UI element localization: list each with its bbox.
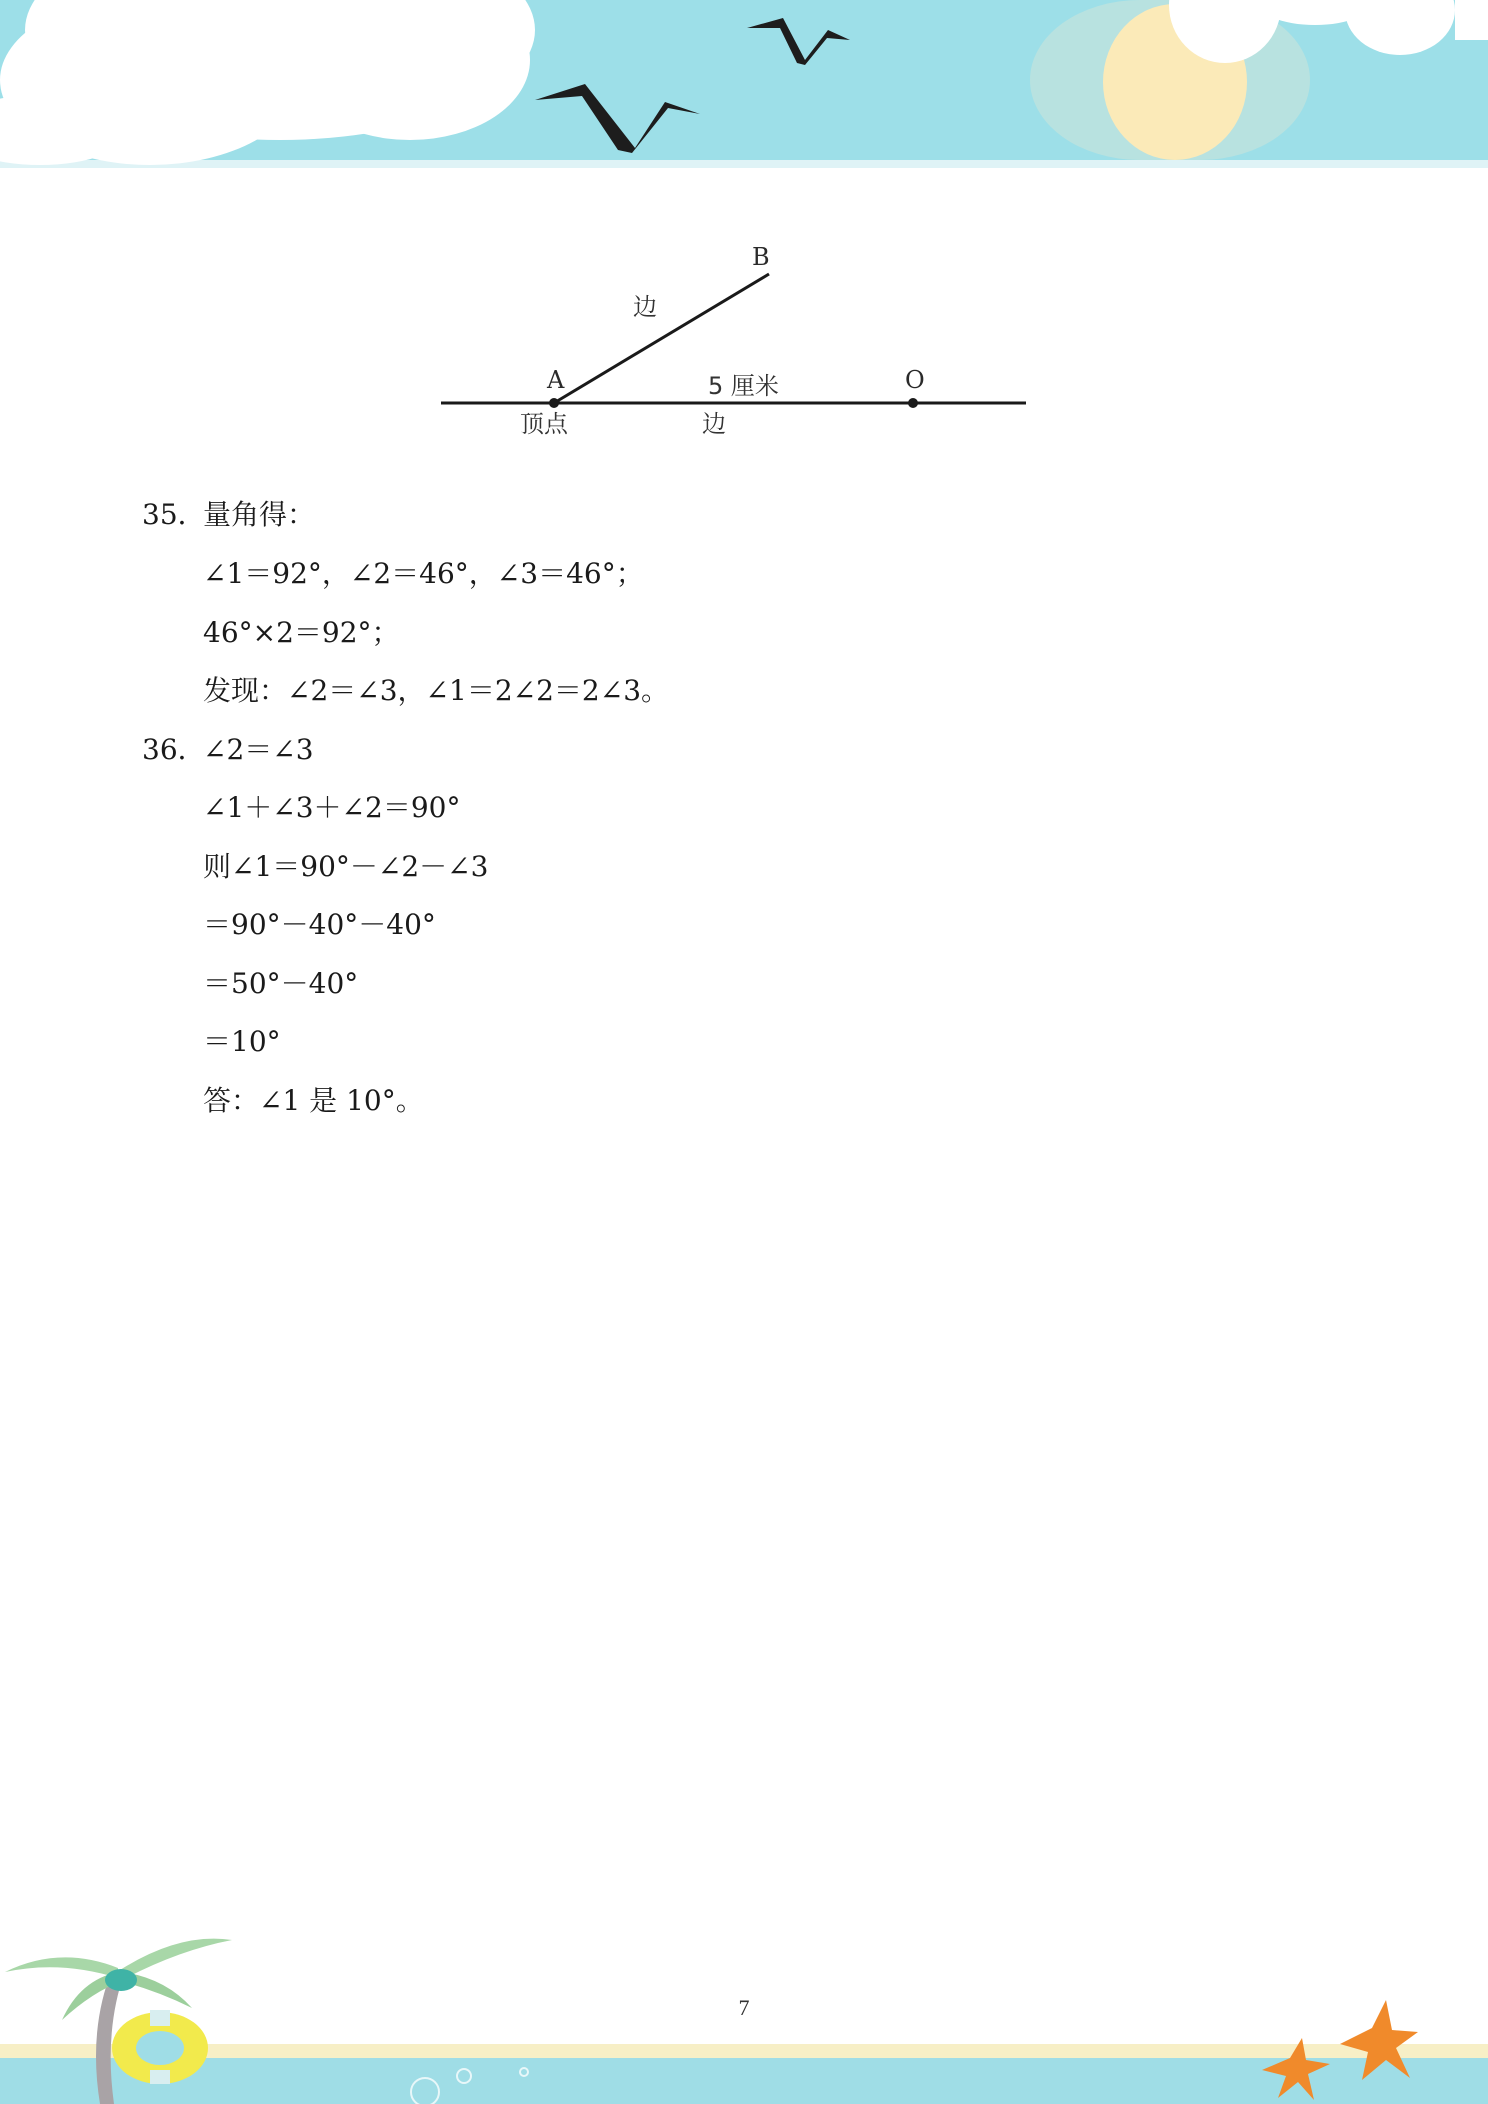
q35-line-3: 46°×2＝92°； (203, 616, 400, 649)
label-side-upper: 边 (633, 293, 657, 321)
angle-diagram (430, 230, 1040, 450)
q36-line-7: 答：∠1 是 10°。 (203, 1084, 424, 1117)
q36-line-3: 则∠1＝90°－∠2－∠3 (203, 850, 489, 883)
label-vertex: 顶点 (520, 410, 568, 438)
q36-line-5: ＝50°－40° (203, 967, 359, 1000)
label-side-lower: 边 (702, 410, 726, 438)
point-o (908, 398, 918, 408)
page-number: 7 (738, 1995, 750, 2020)
q36-line-4: ＝90°－40°－40° (203, 908, 436, 941)
question-36-number: 36． (142, 733, 206, 766)
q35-line-1: 量角得： (203, 498, 316, 531)
label-o: O (905, 366, 925, 394)
label-a: A (547, 366, 565, 394)
q35-line-2: ∠1＝92°，∠2＝46°，∠3＝46°； (203, 557, 644, 590)
q36-line-6: ＝10° (203, 1025, 281, 1058)
vertex-point-a (549, 398, 559, 408)
question-35-number: 35． (142, 498, 206, 531)
q36-line-1: ∠2＝∠3 (203, 733, 314, 766)
q36-line-2: ∠1＋∠3＋∠2＝90° (203, 791, 461, 824)
q35-line-4: 发现：∠2＝∠3，∠1＝2∠2＝2∠3。 (203, 674, 670, 707)
footer-beach-banner (0, 1920, 1488, 2104)
label-b: B (752, 243, 770, 271)
life-ring-icon (112, 2010, 208, 2084)
label-length: 5 厘米 (708, 372, 779, 400)
header-sky-banner (0, 0, 1488, 168)
